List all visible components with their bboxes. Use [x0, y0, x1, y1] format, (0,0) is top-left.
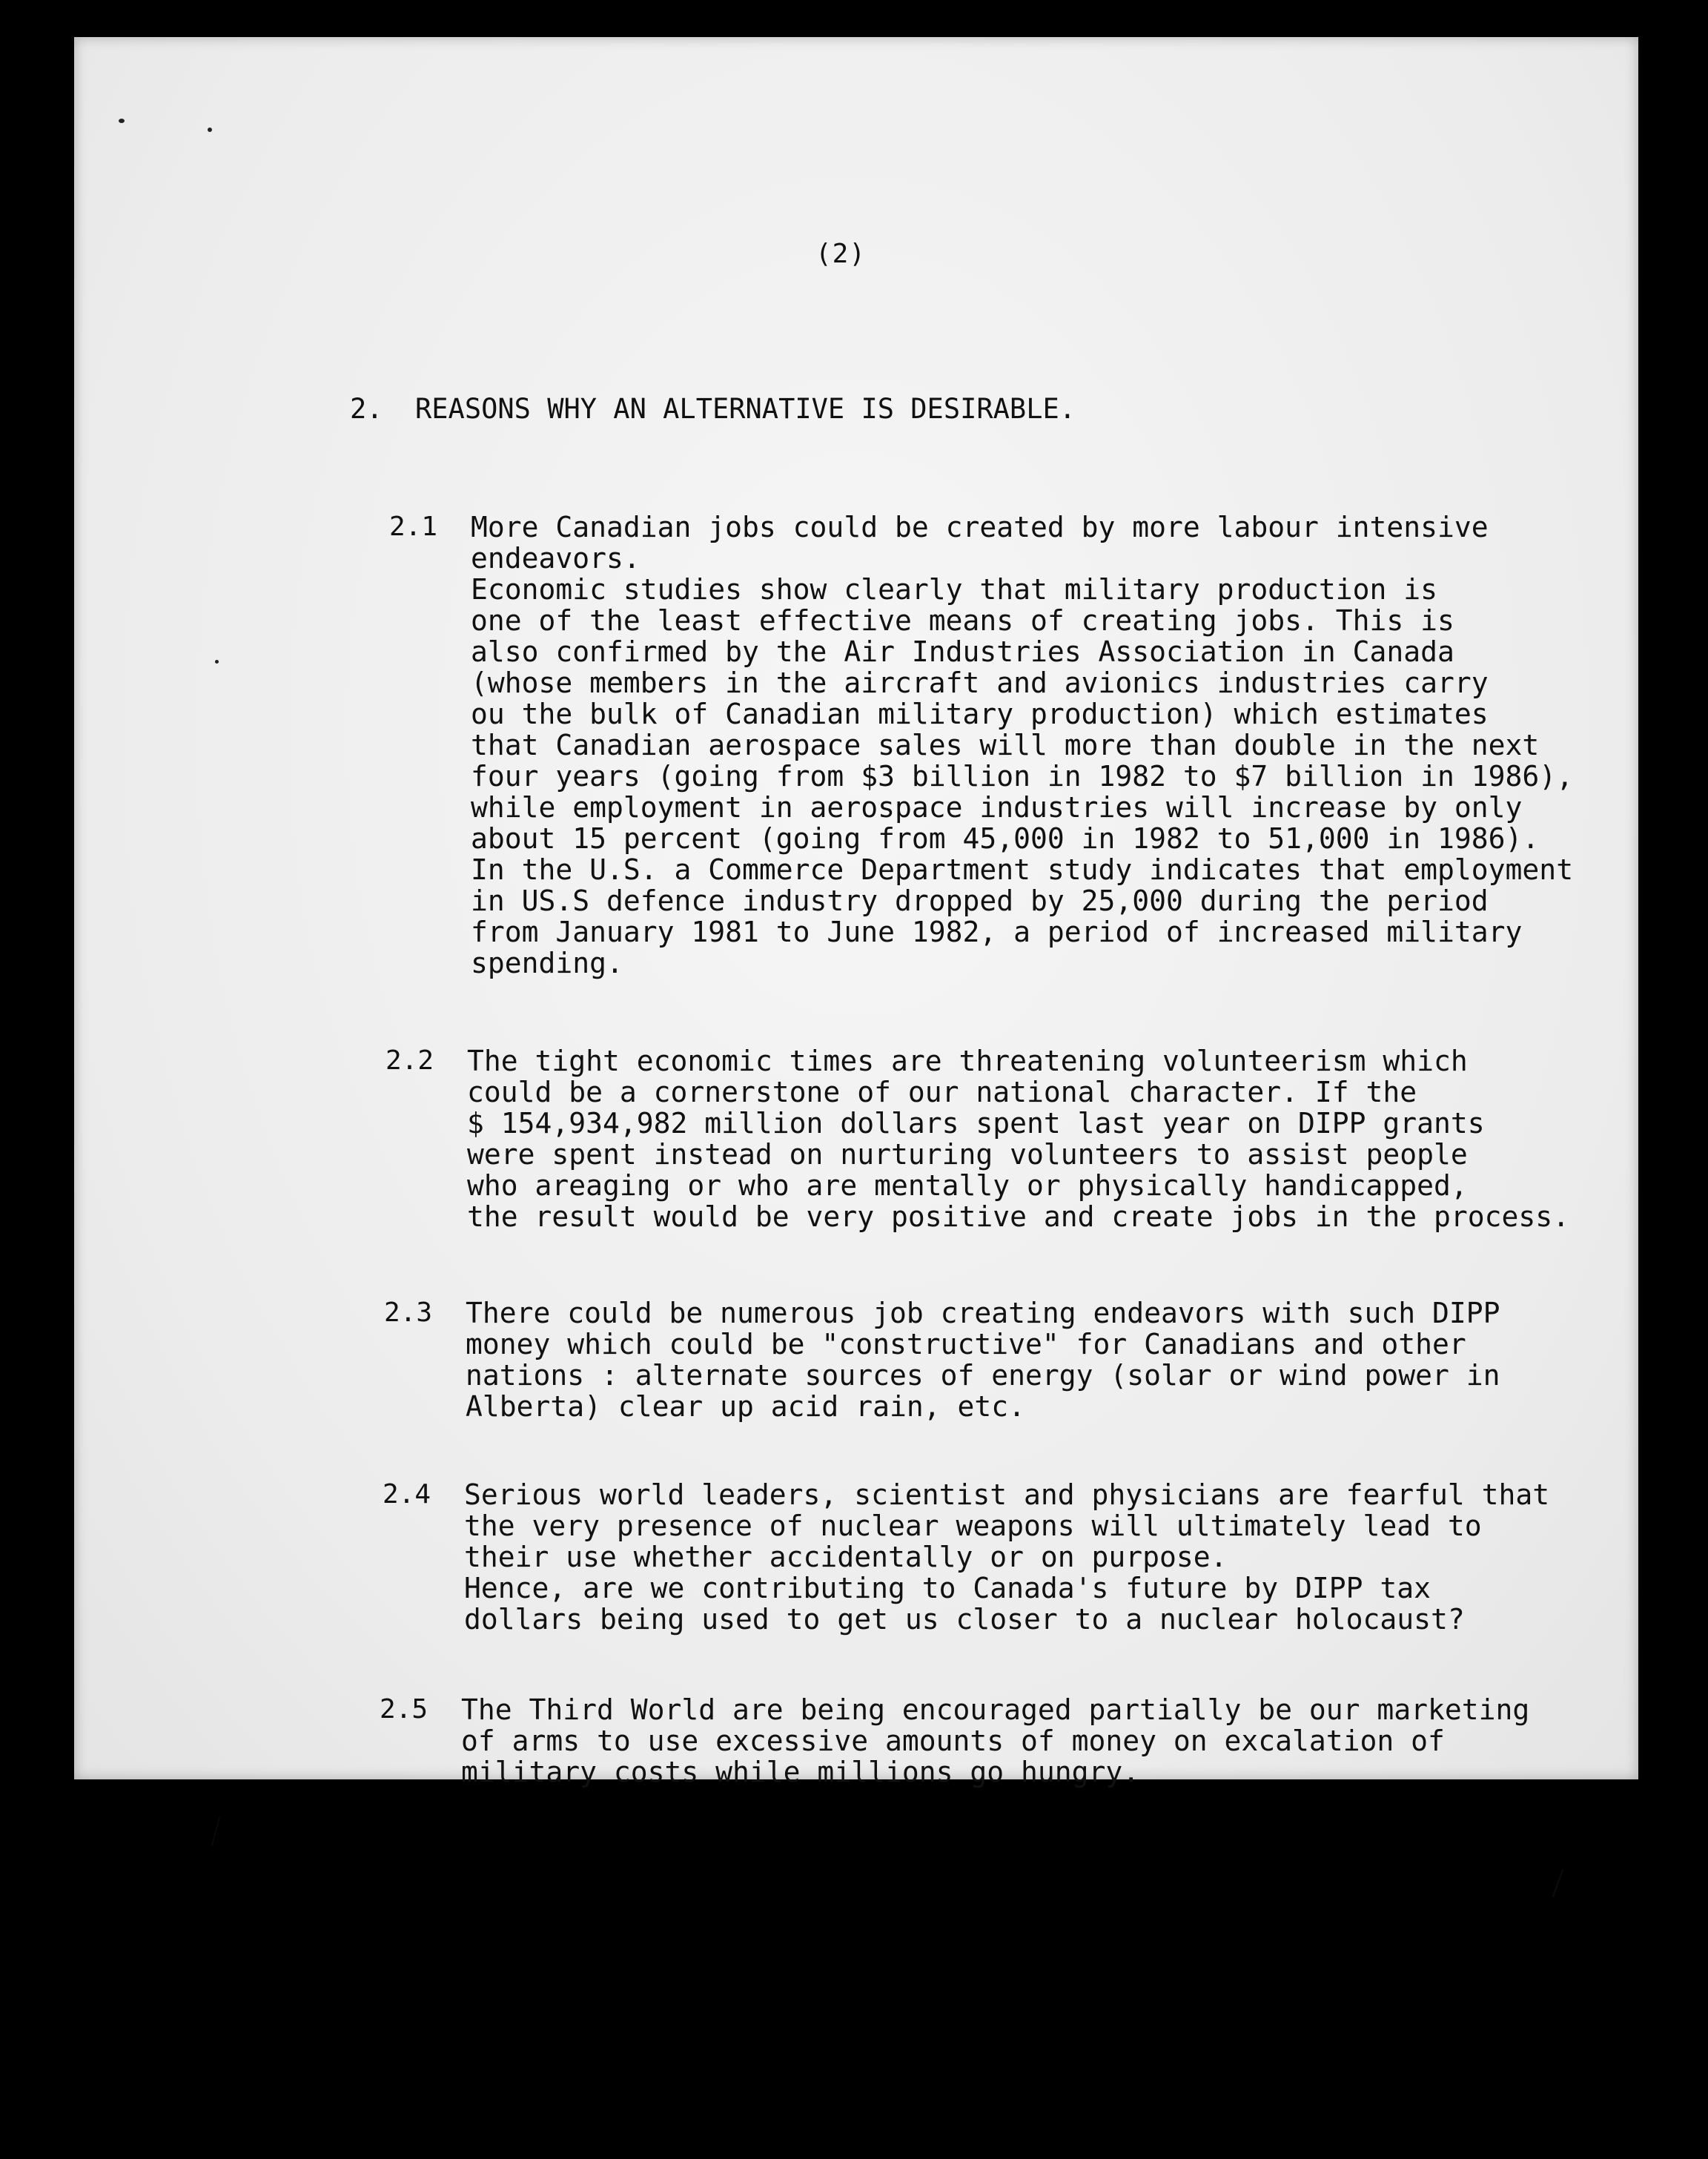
page-number: (2) — [815, 239, 867, 269]
text-line: of arms to use excessive amounts of money on excalation of — [461, 1725, 1445, 1757]
item-number: 2.4 — [383, 1479, 431, 1510]
scan-mark — [211, 1816, 220, 1845]
item-number: 2.2 — [385, 1045, 434, 1076]
text-line: Hence, are we contributing to Canada's future by DIPP tax — [464, 1572, 1431, 1604]
text-line: that Canadian aerospace sales will more than double in the next — [471, 729, 1540, 761]
text-line: There could be numerous job creating endeavors with such DIPP — [466, 1297, 1500, 1329]
item-text — [461, 1694, 1603, 1788]
section-title: REASONS WHY AN ALTERNATIVE IS DESIRABLE. — [415, 393, 1076, 425]
text-line: Economic studies show clearly that military production is — [471, 573, 1438, 606]
scan-speck — [215, 660, 219, 664]
text-line: Alberta) clear up acid rain, etc. — [466, 1390, 1025, 1423]
scan-speck — [208, 128, 212, 132]
text-line: military costs while millions go hungry. — [461, 1756, 1140, 1788]
text-line: nations : alternate sources of energy (solar or wind power in — [466, 1359, 1500, 1392]
scan-speck — [119, 119, 125, 123]
text-line: (whose members in the aircraft and avionics industries carry — [471, 667, 1489, 699]
item-text — [466, 1297, 1607, 1422]
text-line: who areaging or who are mentally or physically handicapped, — [467, 1169, 1468, 1202]
text-line: were spent instead on nurturing volunteers to assist people — [467, 1138, 1468, 1171]
text-line: while employment in aerospace industries will increase by only — [471, 791, 1523, 824]
item-number: 2.1 — [389, 512, 438, 542]
text-line: ou the bulk of Canadian military production) which estimates — [471, 698, 1489, 730]
text-line: the result would be very positive and create jobs in the process. — [467, 1200, 1570, 1233]
item-text — [464, 1479, 1606, 1635]
item-number: 2.3 — [384, 1297, 433, 1328]
text-line: the very presence of nuclear weapons will ultimately lead to — [464, 1510, 1482, 1542]
text-line: four years (going from $3 billion in 1982 to $7 billion in 1986), — [471, 760, 1574, 793]
scan-mark — [1552, 1869, 1564, 1898]
text-line: from January 1981 to June 1982, a period of increased military — [471, 916, 1523, 948]
section-heading — [350, 393, 1076, 425]
item-text — [467, 1045, 1609, 1232]
text-line: More Canadian jobs could be created by more labour intensive — [471, 511, 1489, 543]
text-line: The Third World are being encouraged partially be our marketing — [461, 1693, 1530, 1726]
section-number: 2. — [350, 393, 383, 425]
text-line: dollars being used to get us closer to a nuclear holocaust? — [464, 1603, 1465, 1636]
text-line: Serious world leaders, scientist and physicians are fearful that — [464, 1478, 1550, 1511]
text-line: their use whether accidentally or on purpose. — [464, 1541, 1228, 1573]
text-line: in US.S defence industry dropped by 25,000 during the period — [471, 885, 1489, 917]
text-line: money which could be "constructive" for Canadians and other — [466, 1328, 1466, 1360]
item-number: 2.5 — [380, 1694, 428, 1725]
text-line: $ 154,934,982 million dollars spent last year on DIPP grants — [467, 1107, 1485, 1140]
text-line: about 15 percent (going from 45,000 in 1982 to 51,000 in 1986). — [471, 822, 1540, 855]
document-page — [74, 37, 1638, 1788]
text-line: The tight economic times are threatening volunteerism which — [467, 1045, 1468, 1077]
text-line: In the U.S. a Commerce Department study indicates that employment — [471, 853, 1574, 886]
text-line: could be a cornerstone of our national character. If the — [467, 1076, 1417, 1108]
item-text — [471, 512, 1612, 979]
text-line: endeavors. — [471, 542, 640, 575]
text-line: also confirmed by the Air Industries Association in Canada — [471, 635, 1454, 668]
text-line: one of the least effective means of creating jobs. This is — [471, 604, 1454, 637]
text-line: spending. — [471, 947, 623, 979]
